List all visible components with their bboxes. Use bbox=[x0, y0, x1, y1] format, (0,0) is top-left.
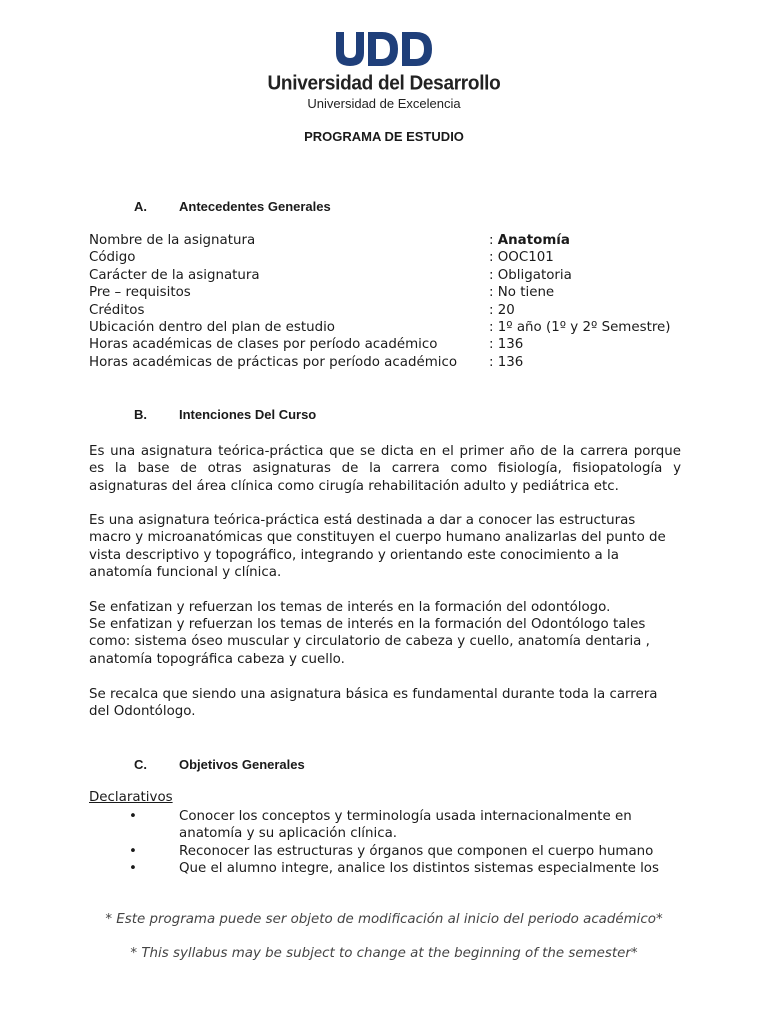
info-value: : 136 bbox=[489, 354, 524, 370]
info-row bbox=[89, 232, 671, 249]
info-row bbox=[89, 267, 671, 284]
info-value: : 20 bbox=[489, 302, 515, 318]
section-c-title: Objetivos Generales bbox=[179, 757, 305, 772]
objective-text: Que el alumno integre, analice los distintos sistemas especialmente los bbox=[179, 861, 659, 877]
intentions-paragraph-3a: Se enfatizan y refuerzan los temas de interés en la formación del odontólogo. bbox=[89, 600, 611, 615]
bullet-icon: • bbox=[129, 861, 137, 877]
info-label: Carácter de la asignatura bbox=[89, 267, 260, 283]
udd-logo-mark bbox=[334, 28, 434, 68]
intentions-paragraph-4: Se recalca que siendo una asignatura básica es fundamental durante toda la carrera del Odontólogo. bbox=[89, 687, 658, 720]
info-label: Créditos bbox=[89, 302, 145, 318]
section-a-title: Antecedentes Generales bbox=[179, 199, 331, 214]
info-value-prefix: : bbox=[489, 233, 498, 248]
section-a-letter: A. bbox=[134, 199, 147, 214]
objectives-list bbox=[89, 808, 689, 878]
university-tagline: Universidad de Excelencia bbox=[307, 96, 461, 111]
list-item bbox=[89, 808, 689, 843]
section-b-heading bbox=[134, 407, 316, 422]
info-row bbox=[89, 354, 671, 371]
section-b-title: Intenciones Del Curso bbox=[179, 407, 317, 422]
info-value: : 1º año (1º y 2º Semestre) bbox=[489, 320, 671, 336]
intentions-paragraph-1: Es una asignatura teórica-práctica que se dicta en el primer año de la carrera porque es la base de otras asignaturas de la carrera como fisiología, fisiopatología y asignaturas del área clínica como cirugía rehabilitación adulto y pediátrica etc. bbox=[89, 444, 681, 494]
list-item bbox=[89, 843, 689, 860]
section-b-letter: B. bbox=[134, 407, 147, 422]
info-value: : Obligatoria bbox=[489, 267, 572, 283]
info-value: : No tiene bbox=[489, 285, 555, 301]
bullet-icon: • bbox=[129, 809, 137, 824]
info-value bbox=[489, 232, 570, 249]
info-label: Pre – requisitos bbox=[89, 285, 191, 301]
intentions-paragraph-2: Es una asignatura teórica-práctica está destinada a dar a conocer las estructuras macro y microanatómicas que constituyen el cuerpo humano analizarlas del punto de vista descriptivo y topográfico, integrando y orientando este conocimiento a la anatomía funcional y clínica. bbox=[89, 513, 666, 581]
info-value: : OOC101 bbox=[489, 250, 554, 266]
declarativos-subheading: Declarativos bbox=[89, 790, 173, 805]
intentions-paragraph-3b: Se enfatizan y refuerzan los temas de interés en la formación del Odontólogo tales como: sistema óseo muscular y circulatorio de cabeza y cuello, anatomía dentaria , anatomía topográfica cabeza y cuello. bbox=[89, 617, 650, 667]
info-label: Horas académicas de prácticas por período académico bbox=[89, 354, 458, 370]
udd-logo bbox=[0, 28, 768, 68]
info-row bbox=[89, 284, 671, 301]
info-label: Ubicación dentro del plan de estudio bbox=[89, 320, 335, 336]
info-row bbox=[89, 319, 671, 336]
info-label: Nombre de la asignatura bbox=[89, 233, 256, 248]
info-row bbox=[89, 249, 671, 266]
course-name: Anatomía bbox=[497, 233, 570, 248]
general-info-table bbox=[89, 232, 671, 371]
info-row bbox=[89, 302, 671, 319]
objective-text: Reconocer las estructuras y órganos que componen el cuerpo humano bbox=[179, 843, 654, 859]
university-name: Universidad del Desarrollo bbox=[267, 72, 501, 95]
info-label: Horas académicas de clases por período académico bbox=[89, 337, 438, 353]
document-title: PROGRAMA DE ESTUDIO bbox=[304, 129, 464, 144]
footer-disclaimer-english: * This syllabus may be subject to change at the beginning of the semester* bbox=[130, 946, 638, 961]
info-value: : 136 bbox=[489, 337, 524, 353]
section-c-heading bbox=[134, 757, 305, 772]
info-label: Código bbox=[89, 250, 136, 266]
footer-disclaimer-spanish: * Este programa puede ser objeto de modificación al inicio del periodo académico* bbox=[105, 912, 663, 927]
bullet-icon: • bbox=[129, 843, 137, 859]
section-c-letter: C. bbox=[134, 757, 147, 772]
section-a-heading bbox=[134, 199, 331, 214]
info-row bbox=[89, 336, 671, 353]
objective-text: Conocer los conceptos y terminología usada internacionalmente en anatomía y su aplicación clínica. bbox=[179, 809, 632, 842]
list-item bbox=[89, 860, 689, 877]
